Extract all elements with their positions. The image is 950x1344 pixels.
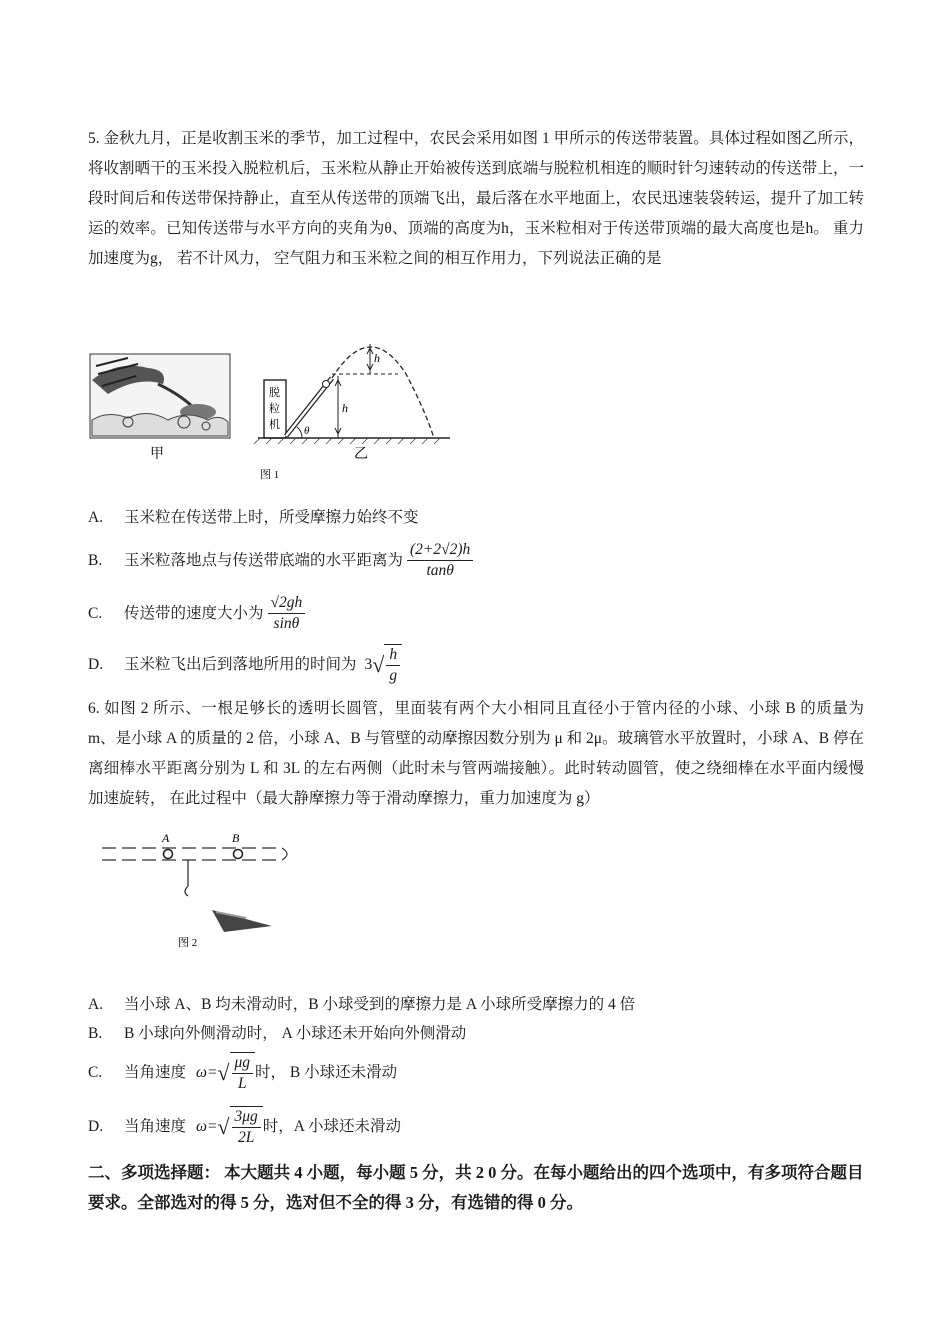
q6-option-d-denominator: 2L: [237, 1129, 255, 1146]
q6-option-d-omega: ω=: [196, 1118, 218, 1135]
q5-option-d-coefficient: 3: [364, 656, 373, 673]
q5-option-a-label: A.: [88, 509, 104, 526]
figure-1-label: 图 1: [260, 469, 280, 481]
harvest-photo-sketch: [90, 354, 230, 438]
q5-option-c-label: C.: [88, 604, 103, 622]
q5-option-c-text: 传送带的速度大小为: [124, 604, 264, 622]
figure-1-right-caption: 乙: [354, 447, 368, 462]
sqrt-icon: √: [217, 1114, 230, 1139]
q5-option-d[interactable]: [88, 644, 402, 686]
question-6-stem: 6. 如图 2 所示、一根足够长的透明长圆管，里面装有两个大小相同且直径小于管内径的小球、小球 B 的质量为 m、是小球 A 的质量的 2 倍，小球 A、B 与管壁的动摩擦因数分别为 μ 和 2μ。玻璃管水平放置时，小球 A、B 停在离细棒水平距离分别为 L 和 3L 的左右两侧（此时未与管两端接触）。此时转动圆管，使之绕细棒在水平面内缓慢加速旋转， 在此过程中（最大静摩擦力等于滑动摩擦力，重力加速度为 g）: [88, 700, 864, 807]
q6-option-c-omega: ω=: [196, 1064, 218, 1081]
figure-2-drawing: [96, 822, 296, 952]
q6-option-c-post: 时， B 小球还未滑动: [255, 1064, 398, 1081]
q5-option-b[interactable]: [88, 540, 477, 581]
q6-option-c-numerator: μg: [232, 1053, 254, 1074]
q6-option-c-denominator: L: [237, 1075, 247, 1092]
question-5-stem: 5. 金秋九月，正是收割玉米的季节，加工过程中，农民会采用如图 1 甲所示的传送带装置。具体过程如图乙所示，将收割晒干的玉米投入脱粒机后，玉米粒从静止开始被传送到底端与脱粒机相连的顺时针匀速转动的传送带上，一段时间后和传送带保持静止，直至从传送带的顶端飞出，最后落在水平地面上，农民迅速装袋转运，提升了加工转运的效率。已知传送带与水平方向的夹角为θ、顶端的高度为h，玉米粒相对于传送带顶端的最大高度也是h。 重力加速度为g， 若不计风力， 空气阻力和玉米粒之间的相互作用力，下列说法正确的是: [88, 130, 864, 267]
q6-option-b[interactable]: [88, 1022, 466, 1046]
tube-sketch: [102, 848, 287, 932]
q5-option-b-numerator: (2+2√2)h: [407, 540, 473, 561]
figure-2-label: 图 2: [178, 937, 198, 949]
q6-option-a-label: A.: [88, 996, 104, 1013]
q5-option-a-text: 玉米粒在传送带上时，所受摩擦力始终不变: [124, 509, 419, 526]
figure-2: [96, 822, 296, 952]
q6-option-d-pre: 当角速度: [124, 1118, 187, 1135]
machine-label-3: 机: [269, 419, 280, 431]
q6-option-d-radical: [217, 1106, 262, 1148]
q6-option-d[interactable]: [88, 1106, 401, 1148]
q6-option-c-pre: 当角速度: [124, 1064, 187, 1081]
figure-1-drawing: [88, 340, 468, 490]
conveyor-diagram: [254, 344, 450, 444]
machine-label-2: 粒: [269, 403, 280, 415]
q5-option-c-denominator: sinθ: [273, 615, 300, 632]
q5-option-c-formula: [268, 593, 306, 634]
figure-2-label-b: B: [232, 831, 240, 845]
figure-1: [88, 340, 468, 490]
sqrt-icon: √: [372, 652, 385, 677]
q5-option-d-text: 玉米粒飞出后到落地所用的时间为: [124, 656, 357, 673]
q6-option-c-radical: [217, 1052, 255, 1094]
h-label-top: h: [374, 351, 380, 365]
q5-option-b-formula: [407, 540, 473, 581]
q5-option-d-radical: [372, 644, 402, 686]
q6-option-a-text: 当小球 A、B 均未滑动时，B 小球受到的摩擦力是 A 小球所受摩擦力的 4 倍: [124, 996, 636, 1013]
q5-option-d-numerator: h: [386, 645, 400, 666]
q6-option-a[interactable]: [88, 993, 635, 1017]
q5-option-b-label: B.: [88, 551, 103, 569]
q6-option-c-label: C.: [88, 1064, 103, 1081]
q6-option-d-numerator: 3μg: [232, 1107, 261, 1128]
figure-1-left-caption: 甲: [150, 447, 164, 462]
q5-option-a[interactable]: [88, 506, 419, 530]
q5-option-c[interactable]: [88, 593, 309, 634]
sqrt-icon: √: [217, 1060, 230, 1085]
section-2-heading: 二、多项选择题： 本大题共 4 小题，每小题 5 分，共 2 0 分。在每小题给出的四个选项中，有多项符合题目要求。全部选对的得 5 分，选对但不全的得 3 分，有选错的得 0 分。: [88, 1163, 864, 1212]
q6-option-b-label: B.: [88, 1025, 103, 1042]
q6-option-d-label: D.: [88, 1118, 104, 1135]
q5-option-c-numerator: √2gh: [268, 593, 306, 614]
q6-option-b-text: B 小球向外侧滑动时， A 小球还未开始向外侧滑动: [124, 1025, 467, 1042]
q5-option-d-label: D.: [88, 656, 104, 673]
q5-option-d-denominator: g: [389, 667, 398, 684]
h-label-mid: h: [342, 401, 348, 415]
q5-option-b-denominator: tanθ: [426, 562, 454, 579]
q6-option-c[interactable]: [88, 1052, 397, 1094]
figure-2-label-a: A: [162, 831, 170, 845]
q5-option-b-text: 玉米粒落地点与传送带底端的水平距离为: [124, 551, 404, 569]
theta-label: θ: [304, 425, 310, 437]
machine-label-1: 脱: [269, 387, 280, 399]
q6-option-d-post: 时，A 小球还未滑动: [262, 1118, 401, 1135]
